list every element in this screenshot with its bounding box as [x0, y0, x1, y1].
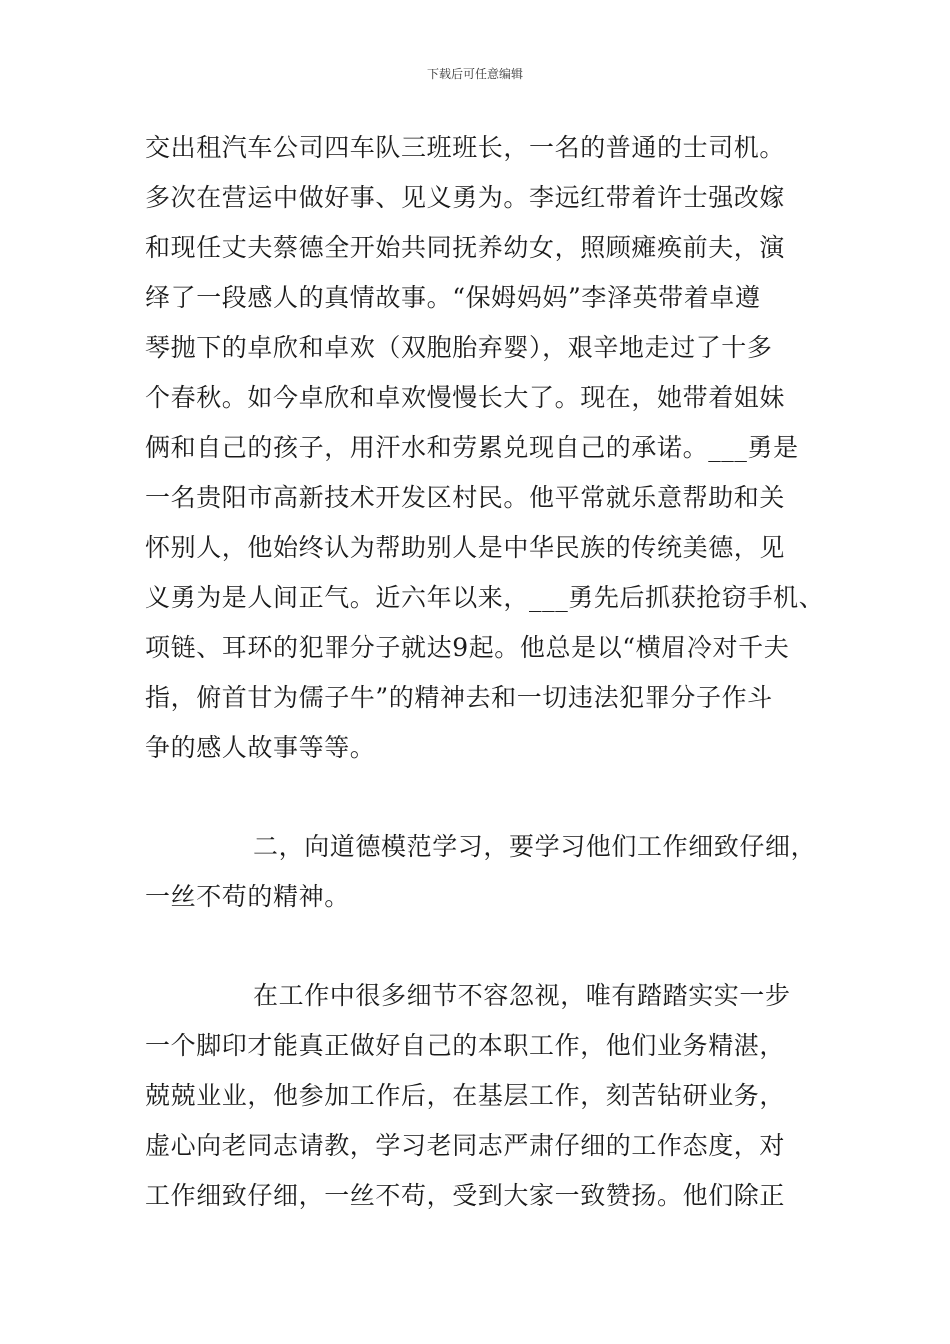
text-line: 个春秋。如今卓欣和卓欢慢慢长大了。现在，她带着姐妹: [145, 383, 786, 412]
text-line: 俩和自己的孩子，用汗水和劳累兑现自己的承诺。___勇是: [145, 433, 799, 462]
text-line: 多次在营运中做好事、见义勇为。李远红带着许士强改嫁: [145, 183, 786, 212]
text-line: 怀别人，他始终认为帮助别人是中华民族的传统美德，见: [145, 533, 786, 562]
page-header: 下载后可任意编辑: [426, 67, 523, 81]
text-line: 一个脚印才能真正做好自己的本职工作，他们业务精湛，: [145, 1031, 786, 1060]
text-line: 绎了一段感人的真情故事。“保姆妈妈”李泽英带着卓遵: [145, 283, 761, 312]
text-line: 指，俯首甘为儒子牛”的精神去和一切违法犯罪分子作斗: [145, 683, 773, 712]
paragraph-1: [145, 123, 825, 773]
text-line: 兢兢业业，他参加工作后，在基层工作，刻苦钻研业务，: [145, 1081, 786, 1110]
paragraph-3: [145, 971, 825, 1221]
text-line: 义勇为是人间正气。近六年以来，___勇先后抓获抢窃手机、: [145, 583, 825, 612]
text-line: 一名贵阳市高新技术开发区村民。他平常就乐意帮助和关: [145, 483, 786, 512]
text-line: 二，向道德模范学习，要学习他们工作细致仔细，: [253, 832, 817, 861]
text-line: 工作细致仔细，一丝不苟，受到大家一致赞扬。他们除正: [145, 1181, 786, 1210]
text-line: 一丝不苟的精神。: [145, 882, 350, 911]
text-line: 在工作中很多细节不容忽视，唯有踏踏实实一步: [253, 981, 791, 1010]
text-line: 交出租汽车公司四车队三班班长，一名的普通的士司机。: [145, 133, 786, 162]
text-line: 项链、耳环的犯罪分子就达9起。他总是以“横眉冷对千夫: [145, 633, 790, 662]
text-line: 争的感人故事等等。: [145, 733, 376, 762]
paragraph-2-section-heading: [145, 822, 825, 922]
text-line: 和现任丈夫蔡德全开始共同抚养幼女，照顾瘫痪前夫，演: [145, 233, 786, 262]
text-line: 虚心向老同志请教，学习老同志严肃仔细的工作态度，对: [145, 1131, 786, 1160]
text-line: 琴抛下的卓欣和卓欢（双胞胎弃婴），艰辛地走过了十多: [145, 333, 773, 362]
